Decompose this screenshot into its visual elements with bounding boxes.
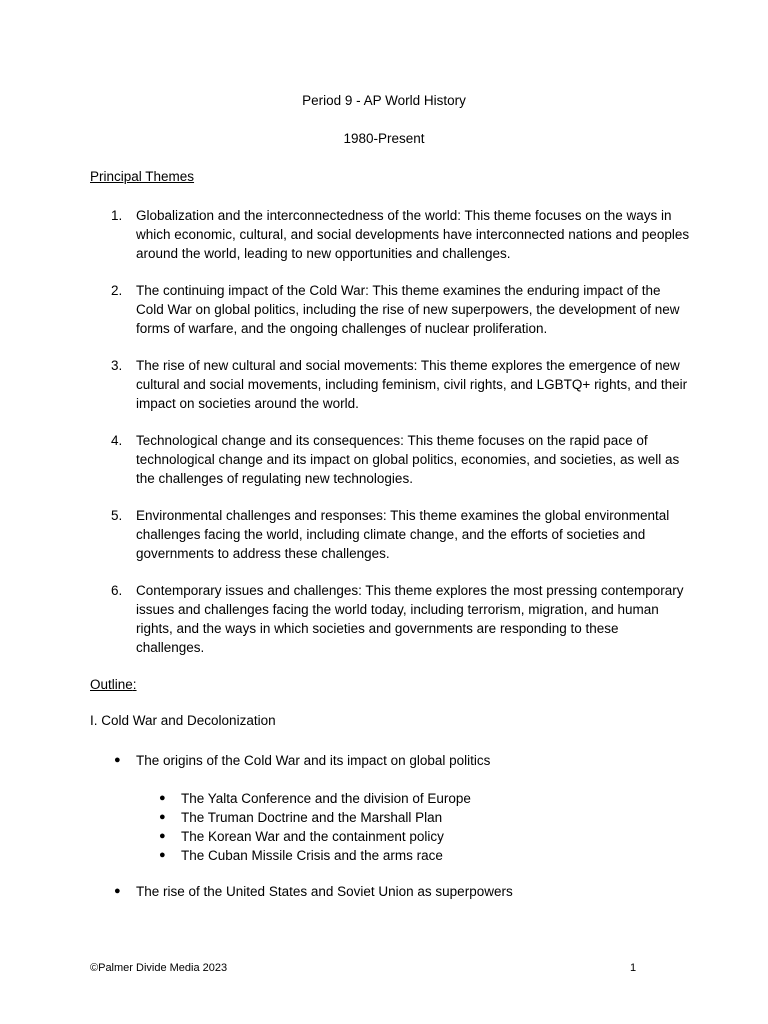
outline-heading: [90, 677, 137, 692]
footer-page-number: 1: [630, 962, 637, 974]
bullet-item-superpowers: [90, 882, 513, 901]
list-item-number: 2.: [111, 283, 123, 298]
list-item: [90, 356, 690, 413]
list-item: [136, 789, 471, 808]
bullet-text: The origins of the Cold War and its impact on global politics: [136, 753, 491, 768]
list-item-text: The Truman Doctrine and the Marshall Plan: [181, 810, 443, 825]
list-item: [136, 846, 471, 865]
document-subtitle: 1980-Present: [343, 131, 425, 146]
list-item-text: The continuing impact of the Cold War: This theme examines the enduring impact of the Cold War on global politics, including the rise of new superpowers, the development of new forms of warfare, and the ongoing challenges of nuclear proliferation.: [136, 283, 680, 336]
list-item: [90, 431, 690, 488]
list-item: [90, 581, 690, 657]
bullet-icon: ●: [114, 754, 121, 766]
list-item: [136, 808, 471, 827]
list-item-text: Technological change and its consequences: This theme focuses on the rapid pace of technological change and its impact on global politics, economies, and societies, as well as the challenges of regulating new technologies.: [136, 433, 680, 486]
list-item-text: Environmental challenges and responses: This theme examines the global environmental challenges facing the world, including climate change, and the efforts of societies and governments to address these challenges.: [136, 508, 670, 561]
bullet-icon: ●: [114, 885, 121, 897]
list-item-text: The Korean War and the containment policy: [181, 829, 444, 844]
bullet-text: The rise of the United States and Soviet Union as superpowers: [136, 884, 513, 899]
list-item: [90, 206, 690, 263]
list-item-text: The rise of new cultural and social movements: This theme explores the emergence of new cultural and social movements, including feminism, civil rights, and LGBTQ+ rights, and their impact on societies around the world.: [136, 358, 688, 411]
outline-heading-colon: :: [132, 677, 137, 692]
bullet-icon: ●: [159, 792, 166, 804]
bullet-item-origins: [90, 751, 490, 770]
list-item: [90, 506, 690, 563]
list-item-number: 1.: [111, 208, 123, 223]
list-item-number: 6.: [111, 583, 123, 598]
document-title: Period 9 - AP World History: [302, 93, 466, 108]
list-item-text: Contemporary issues and challenges: This theme explores the most pressing contemporary issues and challenges facing the world today, including terrorism, migration, and human rights, and the ways in which societies and governments are responding to these challenges.: [136, 583, 684, 655]
principal-themes-heading: Principal Themes: [90, 169, 195, 184]
list-item: [136, 827, 471, 846]
list-item-text: The Cuban Missile Crisis and the arms race: [181, 848, 443, 863]
list-item: [90, 281, 690, 338]
unit-heading: I. Cold War and Decolonization: [90, 713, 276, 728]
bullet-icon: ●: [159, 830, 166, 842]
bullet-icon: ●: [159, 811, 166, 823]
bullet-icon: ●: [159, 849, 166, 861]
themes-list: [90, 206, 690, 675]
list-item-number: 3.: [111, 358, 123, 373]
list-item-number: 4.: [111, 433, 123, 448]
list-item-number: 5.: [111, 508, 123, 523]
footer-copyright: ©Palmer Divide Media 2023: [90, 962, 228, 974]
outline-heading-text: Outline: [90, 677, 133, 692]
list-item-text: The Yalta Conference and the division of Europe: [181, 791, 471, 806]
list-item-text: Globalization and the interconnectedness of the world: This theme focuses on the ways in which economic, cultural, and social developments have interconnected nations and peoples around the world, leading to new opportunities and challenges.: [136, 208, 690, 261]
sub-bullet-list: [136, 789, 471, 865]
